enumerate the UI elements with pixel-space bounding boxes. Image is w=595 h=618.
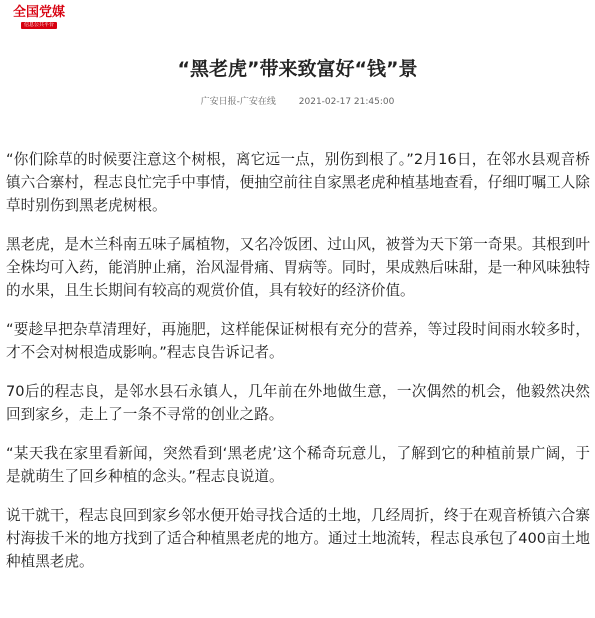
article-body <box>6 148 590 573</box>
article-meta <box>0 95 595 109</box>
article-paragraph: “你们除草的时候要注意这个树根，离它远一点，别伤到根了。”2月16日，在邻水县观音桥镇六合寨村，程志良忙完手中事情，便抽空前往自家黑老虎种植基地查看，仔细叮嘱工人除草时别伤到黑老虎树根。 <box>6 151 590 214</box>
article-paragraph: “要趁早把杂草清理好，再施肥，这样能保证树根有充分的营养，等过段时间雨水较多时，才不会对树根造成影响。”程志良告诉记者。 <box>6 321 590 361</box>
article-source: 广安日报-广安在线 <box>200 97 276 107</box>
article-datetime: 2021-02-17 21:45:00 <box>298 97 395 107</box>
article-paragraph: 说干就干，程志良回到家乡邻水便开始寻找合适的土地，几经周折，终于在观音桥镇六合寨村海拔千米的地方找到了适合种植黑老虎的地方。通过土地流转，程志良承包了400亩土地种植黑老虎。 <box>6 507 590 570</box>
article-paragraph: 黑老虎，是木兰科南五味子属植物，又名冷饭团、过山风，被誉为天下第一奇果。其根到叶全株均可入药，能消肿止痛，治风湿骨痛、胃病等。同时，果成熟后味甜，是一种风味独特的水果，且生长期间有较高的观赏价值，具有较好的经济价值。 <box>6 236 590 299</box>
site-logo[interactable] <box>6 4 72 38</box>
article-paragraph: “某天我在家里看新闻，突然看到‘黑老虎’这个稀奇玩意儿，了解到它的种植前景广阔，于是就萌生了回乡种植的念头。”程志良说道。 <box>6 445 590 485</box>
logo-sub-text: 信息公共平台 <box>21 22 57 29</box>
article-title: “黑老虎”带来致富好“钱”景 <box>177 58 418 80</box>
article-paragraph: 70后的程志良，是邻水县石永镇人，几年前在外地做生意，一次偶然的机会，他毅然决然回到家乡，走上了一条不寻常的创业之路。 <box>6 383 590 423</box>
logo-main-text: 全国党媒 <box>12 5 65 20</box>
